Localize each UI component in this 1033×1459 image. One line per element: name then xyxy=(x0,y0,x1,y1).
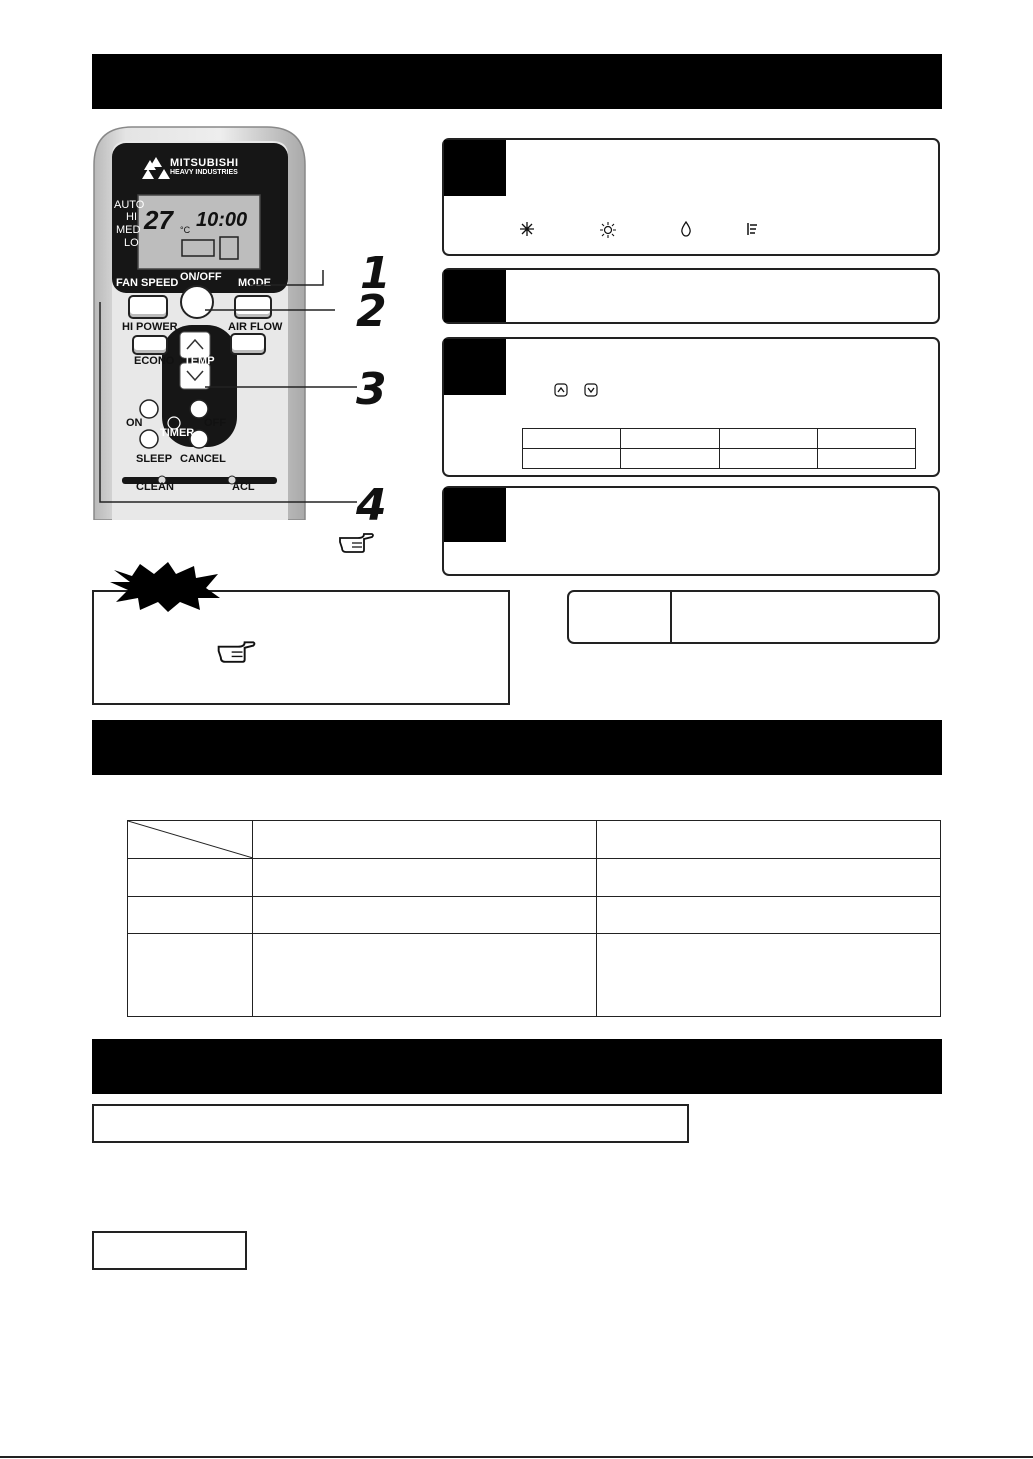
temp-label: TEMP xyxy=(184,355,215,367)
page-bottom-rule xyxy=(0,1456,1033,1458)
fan-level-auto: AUTO xyxy=(114,199,145,211)
table-row xyxy=(523,449,916,469)
step-1-box xyxy=(442,138,940,256)
table-row xyxy=(128,858,940,859)
fan-level-hi: HI xyxy=(126,211,137,223)
step-3-box xyxy=(442,337,940,477)
brand-subtitle: HEAVY INDUSTRIES xyxy=(170,169,238,176)
mode-label: MODE xyxy=(238,277,271,289)
sun-icon xyxy=(600,222,616,238)
step-1-number-block xyxy=(444,140,506,196)
callout-4: 4 xyxy=(356,480,387,531)
table-cell xyxy=(523,449,621,469)
air-flow-label: AIR FLOW xyxy=(228,321,283,333)
step-4-box xyxy=(442,486,940,576)
table-cell xyxy=(817,449,915,469)
table-row xyxy=(523,429,916,449)
clean-label: CLEAN xyxy=(136,481,174,493)
step-4-number-block xyxy=(444,488,506,542)
lcd-temperature: 27 xyxy=(144,205,173,235)
up-arrow-icon[interactable] xyxy=(554,383,568,397)
table-cell xyxy=(719,429,817,449)
step-3-number-block xyxy=(444,339,506,395)
timer-on-label: ON xyxy=(126,417,143,429)
fan-level-med: MED xyxy=(116,224,141,236)
table-cell xyxy=(621,449,719,469)
section-header-1 xyxy=(92,54,942,109)
snowflake-icon xyxy=(520,222,534,236)
section-header-2 xyxy=(92,720,942,775)
down-arrow-icon[interactable] xyxy=(584,383,598,397)
hi-power-label: HI POWER xyxy=(122,321,178,333)
fan-speed-label: FAN SPEED xyxy=(116,277,179,289)
drop-icon xyxy=(680,221,692,237)
lcd-temperature-unit: °C xyxy=(180,225,191,235)
info-label-box xyxy=(567,590,940,644)
brand-name: MITSUBISHI xyxy=(170,157,239,169)
timer-off-label: OFF xyxy=(204,417,226,429)
callout-1: 1 xyxy=(360,248,391,299)
cancel-label: CANCEL xyxy=(180,453,226,465)
pointing-hand-icon xyxy=(338,530,374,554)
table-cell xyxy=(817,429,915,449)
info-label-divider xyxy=(670,592,672,642)
callout-3: 3 xyxy=(356,364,387,415)
fan-lines-icon xyxy=(746,222,758,236)
econo-label: ECONO xyxy=(134,355,175,367)
section-header-3 xyxy=(92,1039,942,1094)
temperature-table xyxy=(522,428,916,469)
table-diagonal-header xyxy=(128,821,253,858)
table-cell xyxy=(719,449,817,469)
comparison-table xyxy=(127,820,941,1017)
starburst-badge xyxy=(110,562,222,612)
on-off-label: ON/OFF xyxy=(180,271,222,283)
table-row xyxy=(128,933,940,934)
pointing-hand-icon xyxy=(214,638,258,664)
callout-2: 2 xyxy=(356,286,387,337)
table-cell xyxy=(523,429,621,449)
subheading-box xyxy=(92,1104,689,1143)
table-col-divider-1 xyxy=(252,821,253,1016)
step-2-box xyxy=(442,268,940,324)
fan-level-lo: LO xyxy=(124,237,139,249)
table-cell xyxy=(621,429,719,449)
lcd-clock: 10:00 xyxy=(196,209,248,231)
acl-label: ACL xyxy=(232,481,255,493)
step-2-number-block xyxy=(444,270,506,322)
small-label-box xyxy=(92,1231,247,1270)
timer-label: TIMER xyxy=(160,427,195,439)
table-col-divider-2 xyxy=(596,821,597,1016)
callout-lines xyxy=(95,270,385,520)
sleep-label: SLEEP xyxy=(136,453,173,465)
table-row xyxy=(128,896,940,897)
